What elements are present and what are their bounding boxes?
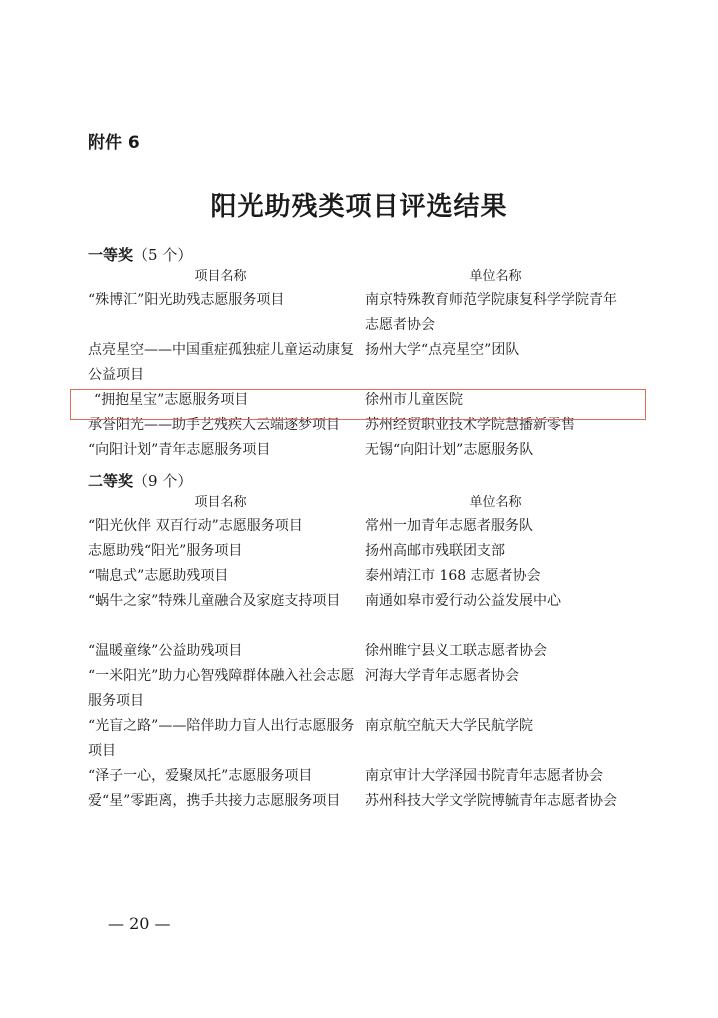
table-row	[88, 438, 648, 463]
page-number: — 20 —	[108, 914, 171, 933]
table-row	[88, 789, 648, 839]
section-heading: 二等奖（9 个）	[88, 472, 193, 490]
project-name: “温暖童缘”公益助残项目	[88, 643, 243, 659]
table-row	[88, 338, 648, 388]
project-name: “泽子一心，爱聚凤托”志愿服务项目	[88, 768, 313, 784]
unit-name: 南京审计大学泽园书院青年志愿者协会	[365, 768, 603, 784]
section-heading: 一等奖（5 个）	[88, 246, 193, 264]
column-header-project: 项目名称	[194, 269, 247, 284]
column-header-unit: 单位名称	[469, 269, 522, 284]
project-name: 志愿助残“阳光”服务项目	[88, 543, 243, 559]
unit-name: 南京特殊教育师范学院康复科学学院青年志愿者协会	[365, 292, 617, 333]
table-row	[88, 714, 648, 764]
project-name: “一米阳光”助力心智残障群体融入社会志愿服务项目	[88, 668, 355, 709]
project-name: 爱“星”零距离，携手共接力志愿服务项目	[88, 793, 341, 809]
first-prize-section	[88, 244, 648, 463]
column-header-row	[88, 492, 648, 514]
attachment-label: 附件 6	[88, 133, 140, 153]
unit-name: 徐州市儿童医院	[365, 392, 463, 408]
unit-name: 常州一加青年志愿者服务队	[365, 518, 533, 534]
table-row	[88, 288, 648, 338]
project-name: “喘息式”志愿助残项目	[88, 568, 229, 584]
project-name: “拥抱星宝”志愿服务项目	[94, 392, 249, 408]
unit-name: 南京航空航天大学民航学院	[365, 718, 533, 734]
table-row	[88, 639, 648, 664]
column-header-unit: 单位名称	[469, 495, 522, 510]
page-title: 阳光助残类项目评选结果	[210, 192, 508, 222]
table-row	[88, 589, 648, 639]
unit-name: 无锡“向阳计划”志愿服务队	[365, 442, 534, 458]
project-name: “殊博汇”阳光助残志愿服务项目	[88, 292, 285, 308]
project-name: “蜗牛之家”特殊儿童融合及家庭支持项目	[88, 593, 341, 609]
second-prize-section	[88, 470, 648, 839]
table-row	[88, 764, 648, 789]
project-name: “阳光伙伴 双百行动”志愿服务项目	[88, 518, 303, 534]
table-row	[88, 664, 648, 714]
unit-name: 泰州靖江市 168 志愿者协会	[365, 568, 541, 584]
table-row	[88, 539, 648, 564]
unit-name: 徐州睢宁县义工联志愿者协会	[365, 643, 547, 659]
column-header-row	[88, 266, 648, 288]
unit-name: 扬州大学“点亮星空”团队	[365, 342, 520, 358]
project-name: “光盲之路”——陪伴助力盲人出行志愿服务项目	[88, 718, 355, 759]
project-name: 点亮星空——中国重症孤独症儿童运动康复公益项目	[88, 342, 354, 383]
project-name: 承誉阳光——助手艺残疾人云端逐梦项目	[88, 417, 340, 433]
column-header-project: 项目名称	[194, 495, 247, 510]
table-row	[88, 564, 648, 589]
project-name: “向阳计划”青年志愿服务项目	[88, 442, 271, 458]
unit-name: 苏州经贸职业技术学院慧播新零售	[365, 417, 575, 433]
unit-name: 苏州科技大学文学院博毓青年志愿者协会	[365, 793, 617, 809]
highlight-box	[70, 389, 646, 420]
table-row	[88, 514, 648, 539]
unit-name: 南通如皋市爱行动公益发展中心	[365, 593, 561, 609]
unit-name: 河海大学青年志愿者协会	[365, 668, 519, 684]
unit-name: 扬州高邮市残联团支部	[365, 543, 505, 559]
